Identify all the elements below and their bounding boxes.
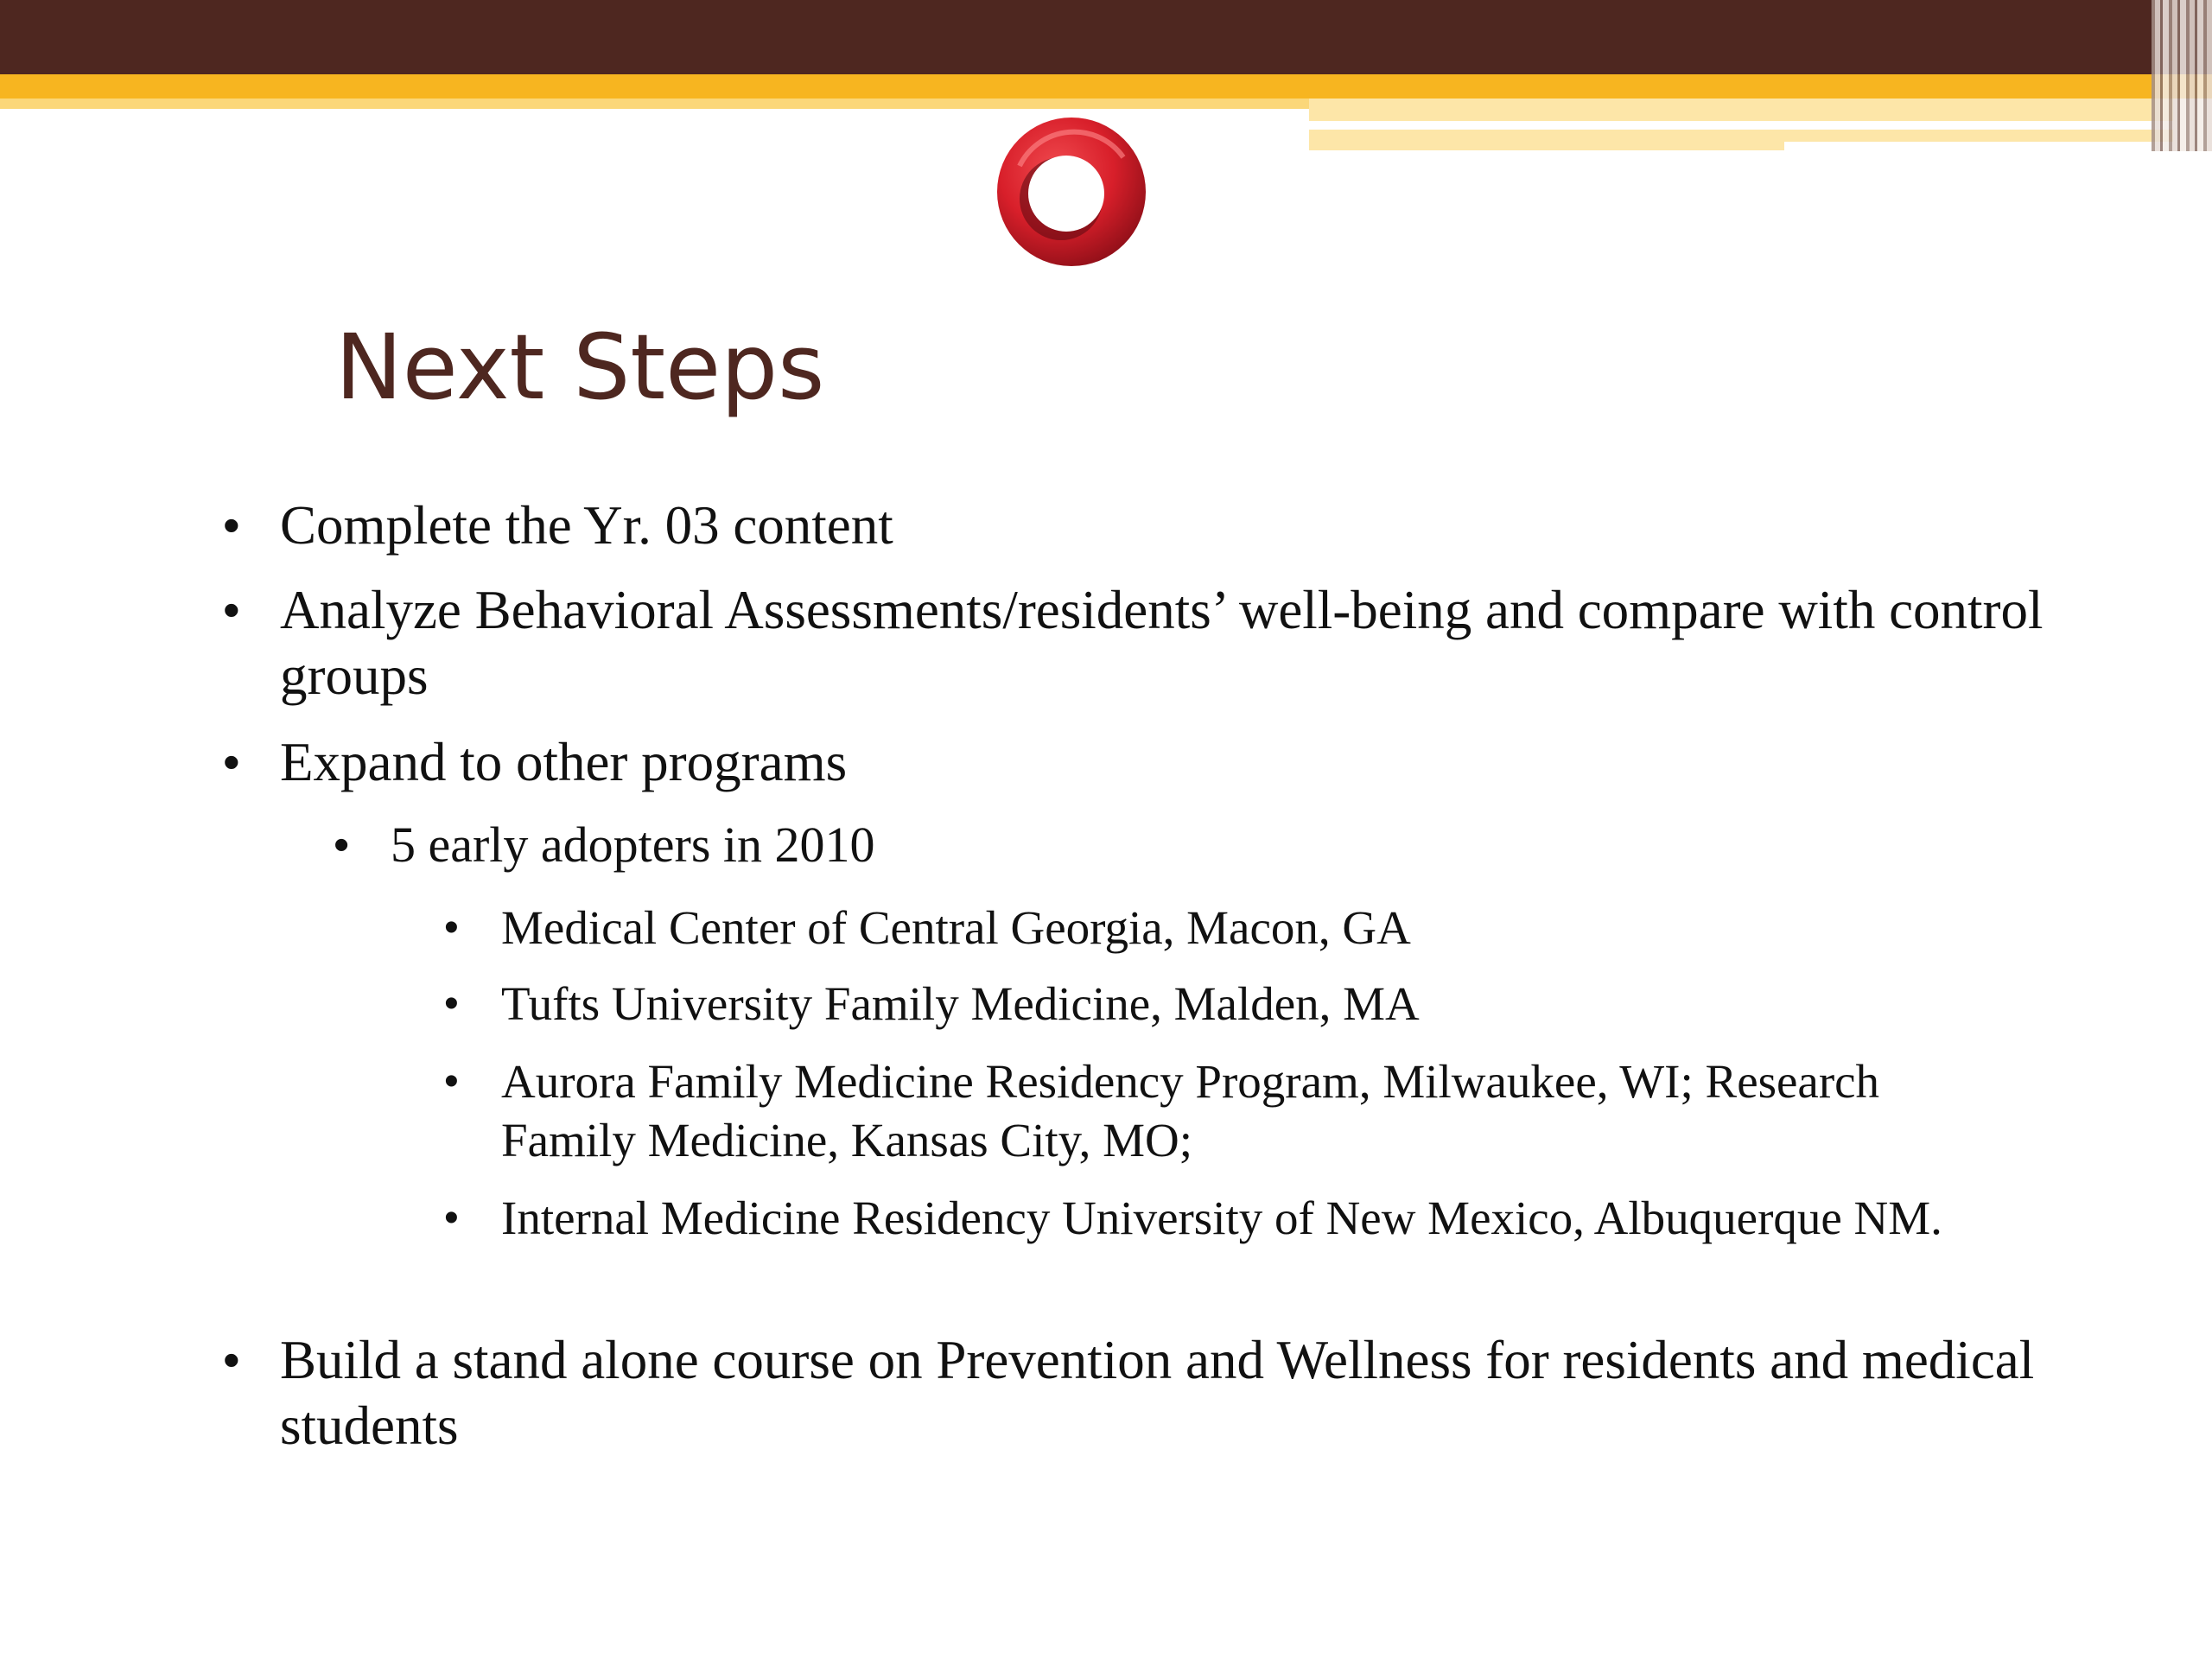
list-item-text: Aurora Family Medicine Residency Program, Milwaukee, WI; Research Family Medicine, Kansas City, MO; [501, 1055, 1880, 1166]
header-gold-light-band [0, 99, 1309, 109]
slide-title: Next Steps [335, 315, 825, 420]
bullet-dot: • [223, 582, 240, 637]
header-accent-gap [1309, 121, 2048, 130]
header-stripes [2152, 0, 2212, 151]
bullet-dot: • [223, 1332, 240, 1387]
list-item [223, 493, 2008, 558]
bullet-dot: • [334, 820, 350, 870]
list-item [223, 577, 2051, 709]
bullet-dot: • [223, 734, 240, 789]
bullet-dot: • [444, 905, 459, 950]
list-item-text: 5 early adopters in 2010 [391, 817, 875, 873]
list-item [444, 1052, 1884, 1170]
list-item [334, 814, 2032, 876]
list-item-text: Expand to other programs [280, 732, 848, 792]
list-item-text: Internal Medicine Residency University of New Mexico, Albuquerque NM. [501, 1192, 1942, 1244]
list-item [444, 1189, 2065, 1248]
list-item [444, 899, 2056, 957]
header-gold-band [0, 74, 2212, 99]
list-item [223, 729, 2008, 795]
list-item-text: Build a stand alone course on Prevention and Wellness for residents and medical students [280, 1330, 2035, 1456]
list-item-text: Analyze Behavioral Assessments/residents’ well-being and compare with control groups [280, 580, 2044, 706]
list-item-text: Complete the Yr. 03 content [280, 495, 893, 556]
header-accent-line [1309, 99, 2173, 121]
bullet-dot: • [223, 498, 240, 552]
red-ring-logo-icon [994, 114, 1149, 270]
header-dark-band [0, 0, 2212, 74]
bullet-dot: • [444, 1195, 459, 1241]
list-item [223, 1327, 2051, 1459]
bullet-dot: • [444, 981, 459, 1027]
header-accent-gap [1784, 142, 2182, 150]
list-item-text: Tufts University Family Medicine, Malden, MA [501, 977, 1420, 1030]
list-item [444, 975, 2056, 1033]
bullet-dot: • [444, 1058, 459, 1104]
list-item-text: Medical Center of Central Georgia, Macon, GA [501, 901, 1411, 954]
